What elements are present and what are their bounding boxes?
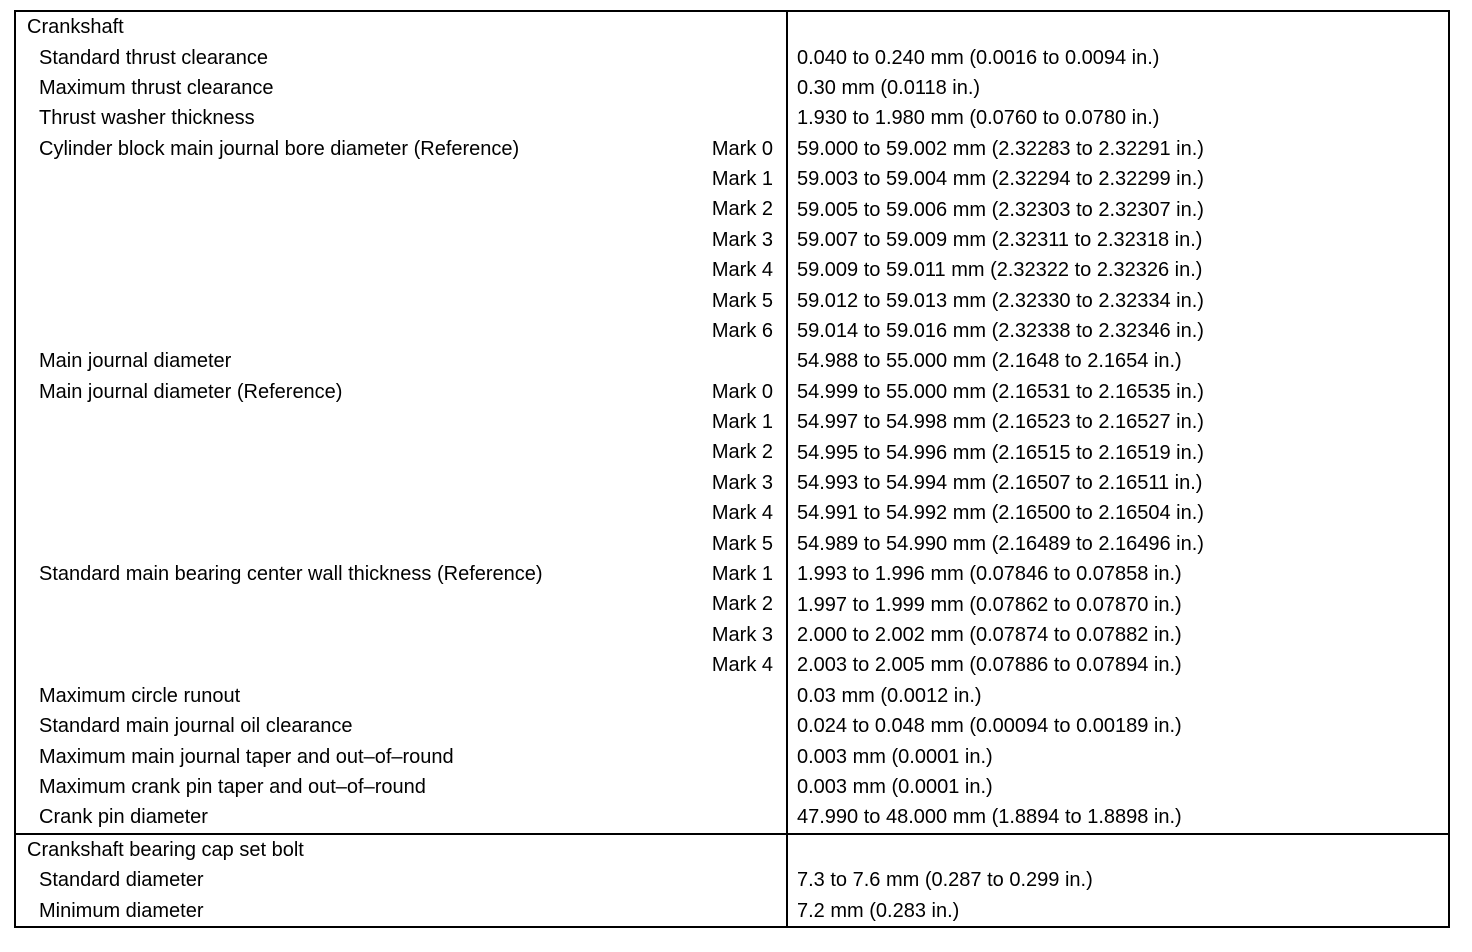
- mark-label: Mark 5: [711, 532, 773, 555]
- spec-row: [15, 377, 1449, 407]
- label-cell: [15, 559, 787, 589]
- spec-row: [15, 741, 1449, 771]
- spec-row: [15, 559, 1449, 589]
- label-cell: [15, 498, 787, 528]
- spec-row: [15, 346, 1449, 376]
- mark-label: Mark 4: [711, 259, 773, 282]
- spec-row: [15, 286, 1449, 316]
- label-cell: [15, 437, 787, 467]
- label-cell: [15, 711, 787, 741]
- spec-row: [15, 468, 1449, 498]
- label-cell: [15, 650, 787, 680]
- spec-row: [15, 589, 1449, 619]
- mark-label: Mark 3: [711, 471, 773, 494]
- spec-label: Cylinder block main journal bore diameter (Reference): [39, 137, 520, 160]
- spec-label: Standard main bearing center wall thickness (Reference): [39, 563, 543, 586]
- label-cell: [15, 865, 787, 895]
- mark-label: Mark 2: [711, 198, 773, 221]
- spec-section: [15, 834, 1449, 927]
- spec-row: [15, 498, 1449, 528]
- mark-label: Mark 0: [711, 137, 773, 160]
- label-cell: [15, 11, 787, 42]
- spec-value: 54.999 to 55.000 mm (2.16531 to 2.16535 in.): [797, 380, 1204, 403]
- spec-value: 1.930 to 1.980 mm (0.0760 to 0.0780 in.): [797, 107, 1160, 130]
- spec-label: Maximum circle runout: [39, 684, 241, 707]
- value-cell: [787, 11, 1449, 42]
- spec-value: 59.005 to 59.006 mm (2.32303 to 2.32307 in.): [797, 198, 1204, 221]
- label-cell: [15, 834, 787, 865]
- label-cell: [15, 529, 787, 559]
- spec-value: 1.997 to 1.999 mm (0.07862 to 0.07870 in.): [797, 593, 1182, 616]
- spec-value: 2.003 to 2.005 mm (0.07886 to 0.07894 in.): [797, 654, 1182, 677]
- spec-value: 0.024 to 0.048 mm (0.00094 to 0.00189 in.): [797, 715, 1182, 738]
- spec-row: [15, 711, 1449, 741]
- label-cell: [15, 73, 787, 103]
- label-cell: [15, 589, 787, 619]
- spec-value: 59.000 to 59.002 mm (2.32283 to 2.32291 in.): [797, 137, 1204, 160]
- label-cell: [15, 103, 787, 133]
- mark-label: Mark 3: [711, 623, 773, 646]
- spec-row: [15, 437, 1449, 467]
- spec-label: Standard thrust clearance: [39, 46, 269, 69]
- spec-label: Maximum main journal taper and out–of–round: [39, 745, 454, 768]
- spec-value: 47.990 to 48.000 mm (1.8894 to 1.8898 in.): [797, 806, 1182, 829]
- label-cell: [15, 681, 787, 711]
- mark-label: Mark 0: [711, 380, 773, 403]
- spec-row: [15, 895, 1449, 926]
- spec-label: Main journal diameter (Reference): [39, 380, 343, 403]
- label-cell: [15, 286, 787, 316]
- section-title: Crankshaft bearing cap set bolt: [27, 838, 304, 861]
- spec-value: 1.993 to 1.996 mm (0.07846 to 0.07858 in.): [797, 563, 1182, 586]
- mark-label: Mark 1: [711, 563, 773, 586]
- spec-label: Standard main journal oil clearance: [39, 715, 353, 738]
- spec-row: [15, 164, 1449, 194]
- mark-label: Mark 6: [711, 319, 773, 342]
- spec-row: [15, 225, 1449, 255]
- label-cell: [15, 194, 787, 224]
- spec-table: [14, 10, 1450, 928]
- mark-label: Mark 4: [711, 502, 773, 525]
- mark-label: Mark 2: [711, 441, 773, 464]
- spec-label: Crank pin diameter: [39, 806, 208, 829]
- spec-row: [15, 650, 1449, 680]
- spec-label: Maximum crank pin taper and out–of–round: [39, 775, 426, 798]
- label-cell: [15, 802, 787, 833]
- spec-row: [15, 865, 1449, 895]
- spec-value: 0.30 mm (0.0118 in.): [797, 76, 981, 99]
- spec-section: [15, 11, 1449, 834]
- spec-row: [15, 316, 1449, 346]
- spec-value: 0.040 to 0.240 mm (0.0016 to 0.0094 in.): [797, 46, 1160, 69]
- spec-value: 0.03 mm (0.0012 in.): [797, 684, 982, 707]
- spec-value: 54.993 to 54.994 mm (2.16507 to 2.16511 in.): [797, 472, 1203, 495]
- spec-value: 54.991 to 54.992 mm (2.16500 to 2.16504 in.): [797, 502, 1204, 525]
- section-header-row: [15, 834, 1449, 865]
- spec-label: Standard diameter: [39, 869, 204, 892]
- spec-row: [15, 407, 1449, 437]
- label-cell: [15, 772, 787, 802]
- label-cell: [15, 407, 787, 437]
- spec-row: [15, 73, 1449, 103]
- spec-row: [15, 194, 1449, 224]
- spec-row: [15, 620, 1449, 650]
- value-cell: [787, 834, 1449, 865]
- spec-label: Maximum thrust clearance: [39, 76, 274, 99]
- label-cell: [15, 225, 787, 255]
- spec-value: 54.988 to 55.000 mm (2.1648 to 2.1654 in.): [797, 350, 1182, 373]
- spec-label: Main journal diameter: [39, 350, 232, 373]
- mark-label: Mark 3: [711, 228, 773, 251]
- section-header-row: [15, 11, 1449, 42]
- spec-row: [15, 103, 1449, 133]
- spec-row: [15, 772, 1449, 802]
- spec-label: Thrust washer thickness: [39, 107, 255, 130]
- spec-value: 59.003 to 59.004 mm (2.32294 to 2.32299 in.): [797, 168, 1204, 191]
- spec-value: 59.007 to 59.009 mm (2.32311 to 2.32318 in.): [797, 228, 1203, 251]
- label-cell: [15, 164, 787, 194]
- spec-value: 7.3 to 7.6 mm (0.287 to 0.299 in.): [797, 869, 1093, 892]
- label-cell: [15, 377, 787, 407]
- spec-row: [15, 134, 1449, 164]
- label-cell: [15, 255, 787, 285]
- spec-row: [15, 681, 1449, 711]
- label-cell: [15, 468, 787, 498]
- label-cell: [15, 620, 787, 650]
- spec-value: 54.995 to 54.996 mm (2.16515 to 2.16519 in.): [797, 441, 1204, 464]
- label-cell: [15, 316, 787, 346]
- mark-label: Mark 5: [711, 289, 773, 312]
- label-cell: [15, 895, 787, 926]
- label-cell: [15, 741, 787, 771]
- spec-row: [15, 255, 1449, 285]
- spec-row: [15, 802, 1449, 833]
- section-title: Crankshaft: [27, 16, 124, 39]
- spec-row: [15, 529, 1449, 559]
- spec-label: Minimum diameter: [39, 899, 204, 922]
- label-cell: [15, 134, 787, 164]
- spec-value: 0.003 mm (0.0001 in.): [797, 775, 993, 798]
- label-cell: [15, 42, 787, 72]
- spec-value: 59.014 to 59.016 mm (2.32338 to 2.32346 in.): [797, 320, 1204, 343]
- spec-value: 59.009 to 59.011 mm (2.32322 to 2.32326 in.): [797, 259, 1203, 282]
- spec-value: 54.989 to 54.990 mm (2.16489 to 2.16496 in.): [797, 532, 1204, 555]
- spec-value: 59.012 to 59.013 mm (2.32330 to 2.32334 in.): [797, 289, 1204, 312]
- spec-row: [15, 42, 1449, 72]
- spec-value: 54.997 to 54.998 mm (2.16523 to 2.16527 in.): [797, 411, 1204, 434]
- label-cell: [15, 346, 787, 376]
- mark-label: Mark 1: [711, 167, 773, 190]
- mark-label: Mark 2: [711, 593, 773, 616]
- spec-value: 7.2 mm (0.283 in.): [797, 899, 960, 922]
- spec-value: 2.000 to 2.002 mm (0.07874 to 0.07882 in.): [797, 624, 1182, 646]
- spec-value: 0.003 mm (0.0001 in.): [797, 745, 993, 768]
- mark-label: Mark 4: [711, 654, 773, 677]
- mark-label: Mark 1: [711, 411, 773, 434]
